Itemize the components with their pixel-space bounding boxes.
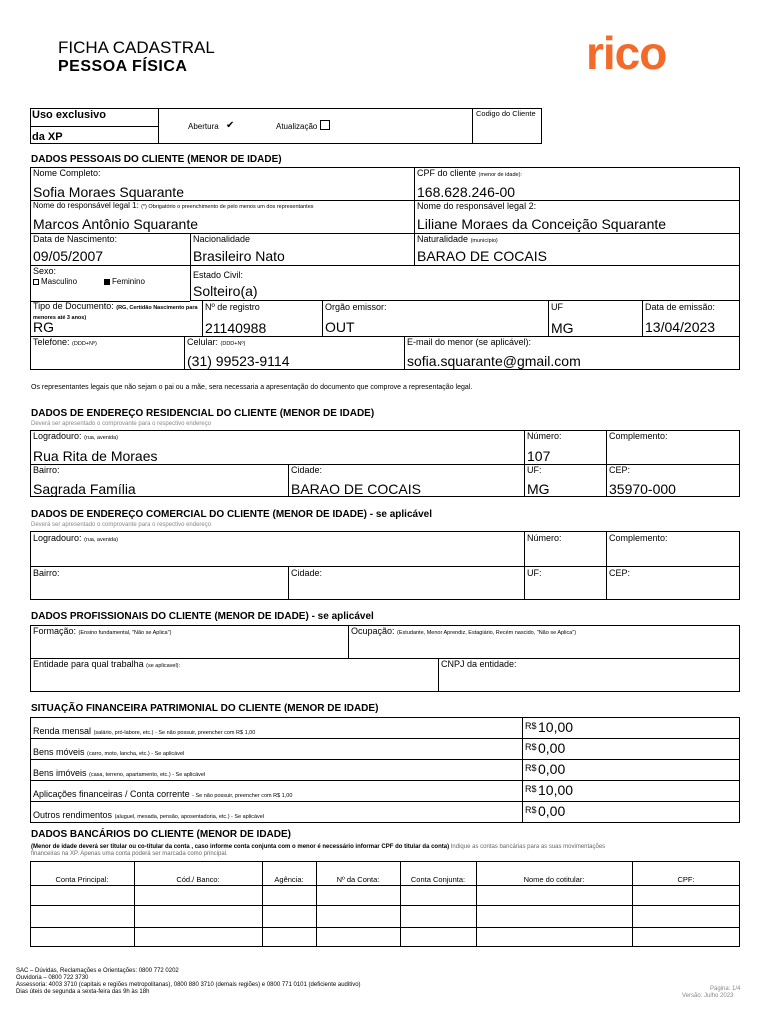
resp2-field[interactable]: Liliane Moraes da Conceição Squarante xyxy=(417,216,667,232)
fin-row-value[interactable]: 0,00 xyxy=(538,761,566,777)
bairro-com-label: Bairro: xyxy=(33,568,60,578)
uf-field[interactable]: MG xyxy=(551,320,574,336)
codigo-label: Codigo do Cliente xyxy=(476,109,536,118)
footer-version: Versão: Julho 2023 xyxy=(682,993,734,999)
currency-label: R$ xyxy=(525,784,537,794)
fin-row-label: Bens móveis (carro, moto, lancha, etc.) - Se aplicável xyxy=(33,747,185,757)
section-endereco-residencial: DADOS DE ENDEREÇO RESIDENCIAL DO CLIENTE (MENOR DE IDADE) xyxy=(31,408,375,419)
registro-label: Nº de registro xyxy=(205,302,260,312)
nacionalidade-label: Nacionalidade xyxy=(193,234,251,244)
nacionalidade-field[interactable]: Brasileiro Nato xyxy=(193,248,285,264)
orgao-field[interactable]: OUT xyxy=(325,319,355,335)
nome-field[interactable]: Sofia Moraes Squarante xyxy=(33,184,184,200)
cidade-label: Cidade: xyxy=(291,465,323,475)
uso-label-2: da XP xyxy=(32,131,63,143)
endereco-residencial-sub: Deverá ser apresentado o comprovante para o respectivo endereço xyxy=(31,421,212,427)
telefone-label: Telefone: (DDD+Nº) xyxy=(33,337,97,347)
currency-label: R$ xyxy=(525,742,537,752)
nascimento-field[interactable]: 09/05/2007 xyxy=(33,248,104,264)
naturalidade-field[interactable]: BARAO DE COCAIS xyxy=(417,248,547,264)
numero-label: Número: xyxy=(527,431,562,441)
section-endereco-comercial: DADOS DE ENDEREÇO COMERCIAL DO CLIENTE (MENOR DE IDADE) - se aplicável xyxy=(31,509,432,520)
registro-field[interactable]: 21140988 xyxy=(205,320,267,336)
entidade-label: Entidade para qual trabalha (se aplicavel): xyxy=(33,659,181,669)
bairro-field[interactable]: Sagrada Família xyxy=(33,481,136,497)
fin-row-value[interactable]: 0,00 xyxy=(538,803,566,819)
representantes-note: Os representantes legais que não sejam o pai ou a mãe, sera necessaria a apresentação do documento que comprove a representação legal. xyxy=(31,384,473,391)
masculino-checkbox[interactable] xyxy=(33,279,39,285)
nascimento-label: Data de Nascimento: xyxy=(33,234,118,244)
emissao-field[interactable]: 13/04/2023 xyxy=(645,319,716,335)
formacao-label: Formação: (Ensino fundamental, "Não se Aplica") xyxy=(33,626,172,636)
cidade-com-label: Cidade: xyxy=(291,568,323,578)
cep-label: CEP: xyxy=(609,465,631,475)
bank-col-header: CPF: xyxy=(677,875,695,884)
fin-row-value[interactable]: 0,00 xyxy=(538,740,566,756)
abertura-check-icon: ✔ xyxy=(226,120,235,131)
section-financeira: SITUAÇÃO FINANCEIRA PATRIMONIAL DO CLIENTE (MENOR DE IDADE) xyxy=(31,703,379,714)
fin-row-label: Bens imóveis (casa, terreno, apartamento, etc.) - Se aplicável xyxy=(33,768,206,778)
masculino-label: Masculino xyxy=(41,277,78,286)
email-field[interactable]: sofia.squarante@gmail.com xyxy=(407,353,581,369)
bank-col-header: Nº da Conta: xyxy=(336,875,380,884)
atualizacao-label: Atualização xyxy=(276,122,318,131)
bancarios-table xyxy=(30,861,740,947)
estado-civil-field[interactable]: Solteiro(a) xyxy=(193,283,258,299)
logradouro-label: Logradouro: (rua, avenida) xyxy=(33,431,118,441)
cpf-label: CPF do cliente (menor de idade): xyxy=(417,168,522,178)
estado-civil-label: Estado Civil: xyxy=(193,270,244,280)
resp1-field[interactable]: Marcos Antônio Squarante xyxy=(33,216,198,232)
atualizacao-checkbox[interactable] xyxy=(320,120,330,130)
bancarios-note-2: financeiras na XP. Apenas uma conta poderá ser marcada como principal. xyxy=(31,851,228,857)
bank-col-header: Conta Principal: xyxy=(55,875,109,884)
cidade-field[interactable]: BARAO DE COCAIS xyxy=(291,481,421,497)
section-dados-pessoais: DADOS PESSOAIS DO CLIENTE (MENOR DE IDADE) xyxy=(31,154,282,165)
rico-logo: rico xyxy=(586,27,667,79)
resp2-label: Nome do responsável legal 2: xyxy=(417,201,537,211)
section-profissionais: DADOS PROFISSIONAIS DO CLIENTE (MENOR DE IDADE) - se aplicável xyxy=(31,611,374,622)
bank-col-header: Conta Conjunta: xyxy=(410,875,466,884)
currency-label: R$ xyxy=(525,763,537,773)
tipo-doc-label: Tipo de Documento: (RG, Certidão Nascimento para menores até 3 anos) xyxy=(33,301,198,321)
tipo-doc-field[interactable]: RG xyxy=(33,319,54,335)
numero-com-label: Número: xyxy=(527,533,562,543)
abertura-label: Abertura xyxy=(188,122,219,131)
logradouro-com-label: Logradouro: (rua, avenida) xyxy=(33,533,118,543)
fin-row-label: Aplicações financeiras / Conta corrente - Se não possuir, preencher com R$ 1,00 xyxy=(33,789,293,799)
resp1-label: Nome do responsável legal 1: (*) Obrigatório o preenchimento de pelo menos um dos representantes xyxy=(33,201,314,210)
uf-res-field[interactable]: MG xyxy=(527,481,550,497)
uf-com-label: UF: xyxy=(527,568,542,578)
email-label: E-mail do menor (se aplicável): xyxy=(407,337,532,347)
cnpj-label: CNPJ da entidade: xyxy=(441,659,517,669)
footer-page: Página: 1/4 xyxy=(710,986,741,992)
complemento-label: Complemento: xyxy=(609,431,668,441)
celular-label: Celular: (DDD+Nº) xyxy=(187,337,246,347)
endereco-comercial-sub: Deverá ser apresentado o comprovante para o respectivo endereço xyxy=(31,522,212,528)
naturalidade-label: Naturalidade (município) xyxy=(417,234,498,244)
uso-label: Uso exclusivo xyxy=(32,109,106,121)
uf-label: UF xyxy=(551,302,563,312)
footer-horario: Dias úteis de segunda a sexta-feira das 9h às 18h xyxy=(16,989,150,995)
bancarios-note: (Menor de idade deverá ser titular ou co-titular da conta , caso informe conta conjunta com o menor é necessário informar CPF do titular da conta) Indique as contas bancárias para as suas movimentações xyxy=(31,844,606,850)
uf-res-label: UF: xyxy=(527,465,542,475)
cpf-field[interactable]: 168.628.246-00 xyxy=(417,184,516,200)
celular-field[interactable]: (31) 99523-9114 xyxy=(187,353,290,369)
bairro-label: Bairro: xyxy=(33,465,60,475)
currency-label: R$ xyxy=(525,721,537,731)
cep-com-label: CEP: xyxy=(609,568,631,578)
numero-field[interactable]: 107 xyxy=(527,448,551,464)
orgao-label: Orgão emissor: xyxy=(325,302,387,312)
feminino-label: Feminino xyxy=(112,277,145,286)
logradouro-field[interactable]: Rua Rita de Moraes xyxy=(33,448,158,464)
ocupacao-label: Ocupação: (Estudante, Menor Aprendiz, Estagiário, Recém nascido, "Não se Aplica") xyxy=(351,626,577,636)
cep-field[interactable]: 35970-000 xyxy=(609,481,676,497)
footer-ouvidoria: Ouvidoria – 0800 722 3730 xyxy=(16,975,89,981)
footer-sac: SAC – Dúvidas, Reclamações e Orientações: 0800 772 0202 xyxy=(16,968,179,974)
footer-assessoria: Assessoria: 4003 3710 (capitais e regiões metropolitanas), 0800 880 3710 (demais regiões) e 0800 771 0101 (deficiente auditivo) xyxy=(16,982,361,988)
section-bancarios: DADOS BANCÁRIOS DO CLIENTE (MENOR DE IDADE) xyxy=(31,829,292,840)
form-title: FICHA CADASTRAL xyxy=(58,38,215,57)
telefone-field[interactable] xyxy=(33,348,181,368)
bank-col-header: Agência: xyxy=(274,875,304,884)
emissao-label: Data de emissão: xyxy=(645,302,716,312)
bank-col-header: Nome do cotitular: xyxy=(523,875,585,884)
form-subtitle: PESSOA FÍSICA xyxy=(58,58,188,75)
fin-row-label: Outros rendimentos (aluguel, mesada, pensão, aposentadoria, etc.) - Se aplicável xyxy=(33,810,265,820)
complemento-com-label: Complemento: xyxy=(609,533,668,543)
currency-label: R$ xyxy=(525,805,537,815)
nome-label: Nome Completo: xyxy=(33,168,101,178)
fin-row-value[interactable]: 10,00 xyxy=(538,782,574,798)
feminino-checkbox[interactable] xyxy=(104,279,110,285)
bank-col-header: Cód./ Banco: xyxy=(176,875,220,884)
sexo-label: Sexo: xyxy=(33,266,57,276)
fin-row-label: Renda mensal (salário, pró-labore, etc.) - Se não possuir, preencher com R$ 1,00 xyxy=(33,726,256,736)
fin-row-value[interactable]: 10,00 xyxy=(538,719,574,735)
